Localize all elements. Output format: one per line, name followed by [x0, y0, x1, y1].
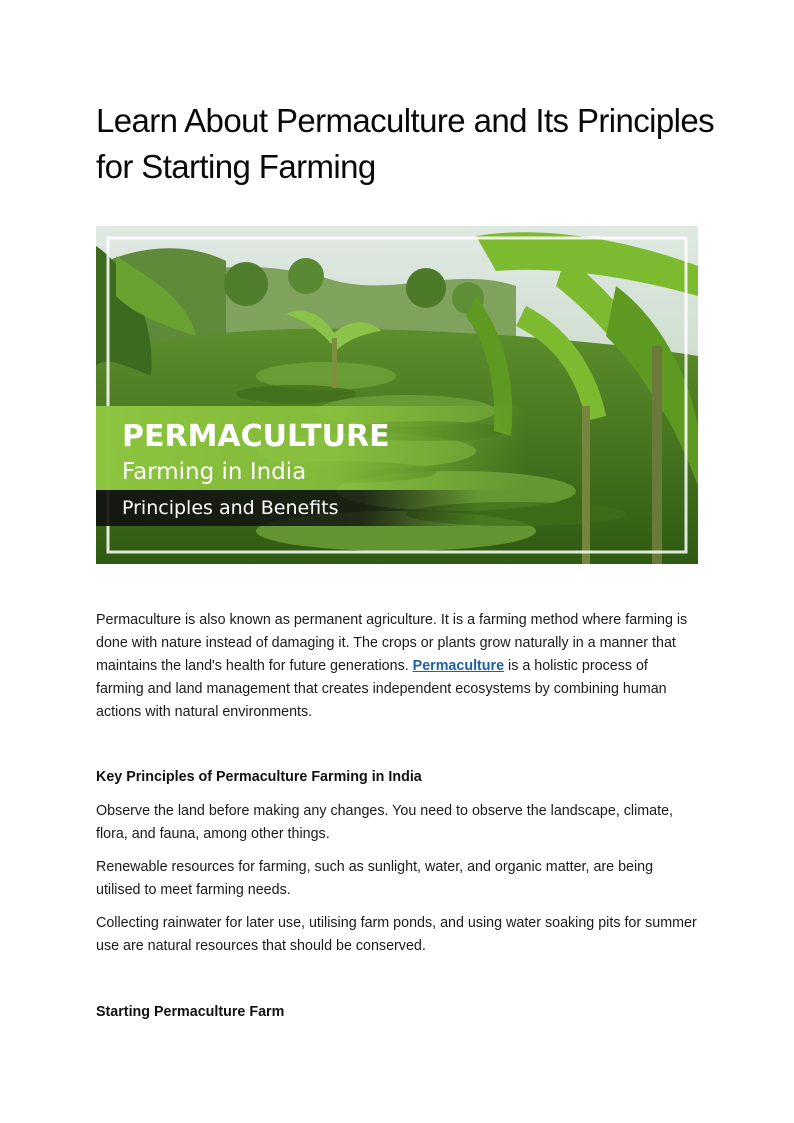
- hero-subheading: Farming in India: [122, 459, 307, 485]
- hero-heading: PERMACULTURE: [122, 419, 390, 454]
- intro-text-before: Permaculture is also known as permanent agriculture. It is a farming method where farming is done with nature instead of damaging it. The crops or plants grow naturally in a manner that maintains the land's health for future generations.: [96, 612, 688, 674]
- principle-paragraph-conserve: Collecting rainwater for later use, utilising farm ponds, and using water soaking pits for summer use are natural resources that should be conserved.: [96, 915, 697, 954]
- hero-tagline: Principles and Benefits: [122, 497, 339, 519]
- principle-paragraph-observe: Observe the land before making any changes. You need to observe the landscape, climate, flora, and fauna, among other things.: [96, 803, 674, 842]
- page-title: Learn About Permaculture and Its Principles for Starting Farming: [96, 102, 715, 185]
- hero-image: [96, 226, 698, 564]
- section-heading-key-principles: Key Principles of Permaculture Farming in India: [96, 769, 422, 785]
- intro-text-after: is a holistic process of farming and land management that creates independent ecosystems by combining human actions with natural environments.: [96, 658, 667, 720]
- section-heading-starting-farm: Starting Permaculture Farm: [96, 1004, 285, 1020]
- principle-paragraph-renewable: Renewable resources for farming, such as sunlight, water, and organic matter, are being utilised to meet farming needs.: [96, 859, 654, 898]
- intro-paragraph: [96, 609, 698, 724]
- permaculture-link[interactable]: Permaculture: [412, 658, 505, 674]
